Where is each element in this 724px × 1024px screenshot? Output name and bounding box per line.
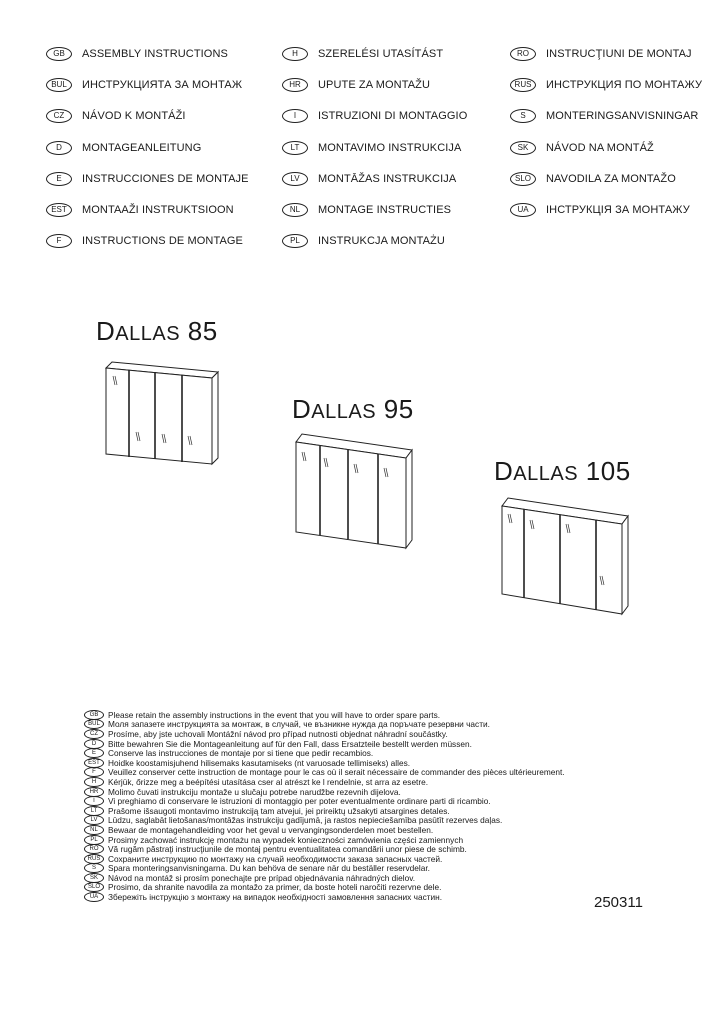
note-row: [84, 825, 684, 835]
note-text: Veuillez conserver cette instruction de montage pour le cas où il serait nécessaire de commander des pièces ultérieurement.: [108, 767, 565, 778]
language-code-badge: I: [282, 109, 308, 123]
note-text: Vă rugăm păstraţi instrucţiunile de montaj pentru eventualitatea comandării unor piese de schimb.: [108, 844, 467, 855]
language-code-badge: CZ: [84, 729, 104, 739]
note-row: [84, 806, 684, 816]
note-row: [84, 873, 684, 883]
note-text: Molimo čuvati instrukciju montaže u slučaju potrebe narudžbe rezevnih dijelova.: [108, 786, 401, 797]
note-row: [84, 835, 684, 845]
document-code: 250311: [594, 894, 643, 911]
language-item: [282, 132, 467, 163]
language-code-badge: F: [46, 234, 72, 248]
note-text: Vi preghiamo di conservare le istruzioni di montaggio per poter eventualmente ordinare parti di ricambio.: [108, 796, 491, 807]
language-title: MONTAGEANLEITUNG: [82, 141, 202, 154]
language-code-badge: PL: [282, 234, 308, 248]
language-item: [282, 226, 467, 257]
language-code-badge: LV: [84, 815, 104, 825]
note-row: [84, 739, 684, 749]
language-code-badge: E: [84, 748, 104, 758]
language-title: ASSEMBLY INSTRUCTIONS: [82, 47, 228, 60]
language-code-badge: LT: [282, 141, 308, 155]
language-code-badge: LT: [84, 806, 104, 816]
language-code-badge: UA: [84, 892, 104, 902]
note-text: Návod na montáž si prosím ponechajte pre prípad objednávania náhradných dielov.: [108, 872, 416, 883]
language-title: NAVODILA ZA MONTAŽO: [546, 172, 676, 185]
model-title-dallas-95: DALLAS 95: [292, 394, 414, 424]
language-item: [46, 163, 249, 194]
note-text: Bitte bewahren Sie die Montageanleitung auf für den Fall, dass Ersatzteile bestellt werden müssen.: [108, 738, 472, 749]
language-item: [282, 38, 467, 69]
language-item: [46, 69, 249, 100]
language-code-badge: EST: [84, 758, 104, 768]
note-text: Kérjük, őrizze meg a beépítési utasítása cser al atrészt ke l rendelnie, st arra az esetre.: [108, 776, 429, 787]
language-title: ISTRUZIONI DI MONTAGGIO: [318, 110, 468, 123]
language-code-badge: GB: [84, 710, 104, 720]
language-item: [46, 38, 249, 69]
language-code-badge: HR: [282, 78, 308, 92]
language-item: [46, 194, 249, 225]
note-text: Prosíme, aby jste uchovali Montážní návod pro případ nutnosti objednat náhradní součástky.: [108, 728, 448, 739]
language-item: [510, 101, 702, 132]
language-item: [510, 132, 702, 163]
language-code-badge: SK: [510, 141, 536, 155]
language-code-badge: SLO: [84, 882, 104, 892]
note-row: [84, 854, 684, 864]
language-code-badge: NL: [84, 825, 104, 835]
language-code-badge: E: [46, 172, 72, 186]
language-code-badge: UA: [510, 203, 536, 217]
language-column-1: [46, 38, 249, 257]
note-row: [84, 720, 684, 730]
language-title: INSTRUCCIONES DE MONTAJE: [82, 172, 249, 185]
note-text: Spara monteringsanvisningarna. Du kan behöva de senare när du beställer reservdelar.: [108, 863, 430, 874]
note-text: Збережіть інструкцію з монтажу на випадок необхідності замовлення запасних частин.: [108, 892, 443, 903]
retention-notes: [84, 710, 684, 902]
language-item: [510, 69, 702, 100]
language-title: SZERELÉSI UTASÍTÁST: [318, 47, 444, 60]
language-code-badge: I: [84, 796, 104, 806]
language-code-badge: LV: [282, 172, 308, 186]
language-item: [510, 194, 702, 225]
language-title: MONTAGE INSTRUCTIES: [318, 204, 452, 217]
language-item: [282, 69, 467, 100]
language-item: [46, 101, 249, 132]
note-row: [84, 748, 684, 758]
language-column-3: [510, 38, 702, 226]
note-row: [84, 729, 684, 739]
language-title: MONTAVIMO INSTRUKCIJA: [318, 141, 462, 154]
language-code-badge: HR: [84, 787, 104, 797]
language-code-badge: D: [46, 141, 72, 155]
language-code-badge: S: [510, 109, 536, 123]
language-title: ІНСТРУКЦІЯ ЗА МОНТАЖУ: [546, 204, 690, 217]
language-column-2: [282, 38, 467, 257]
language-code-badge: EST: [46, 203, 72, 217]
note-text: Conserve las instrucciones de montaje por si tiene que pedir recambios.: [108, 748, 374, 759]
language-code-badge: GB: [46, 47, 72, 61]
note-row: [84, 864, 684, 874]
language-code-badge: BUL: [46, 78, 72, 92]
note-row: [84, 768, 684, 778]
note-row: [84, 787, 684, 797]
note-row: [84, 816, 684, 826]
note-text: Моля запазете инструкцията за монтаж, в случай, че възникне нужда да поръчате резервни части.: [108, 719, 490, 730]
language-item: [282, 101, 467, 132]
note-text: Lūdzu, saglabāt lietošanas/montāžas instrukciju gadījumā, ja rastos nepieciešamība pasūtīt rezerves daļas.: [108, 815, 503, 826]
note-text: Prašome išsaugoti montavimo instrukciją tam atvejui, jei prireiktų užsakyti atsargines detales.: [108, 805, 450, 816]
note-row: [84, 758, 684, 768]
note-row: [84, 710, 684, 720]
mirror-cabinet-95-illustration: [290, 430, 418, 550]
language-code-badge: BUL: [84, 719, 104, 729]
language-code-badge: RO: [510, 47, 536, 61]
language-code-badge: H: [84, 777, 104, 787]
language-code-badge: PL: [84, 835, 104, 845]
language-code-badge: RUS: [510, 78, 536, 92]
language-item: [46, 226, 249, 257]
note-text: Prosimy zachować instrukcję montażu na wypadek konieczności zamówienia części zamiennych: [108, 834, 464, 845]
language-title: MONTERINGSANVISNINGAR: [546, 110, 699, 123]
language-item: [282, 163, 467, 194]
language-code-badge: SK: [84, 873, 104, 883]
language-title: MONTĀŽAS INSTRUKCIJA: [318, 172, 457, 185]
note-row: [84, 796, 684, 806]
language-code-badge: NL: [282, 203, 308, 217]
language-item: [46, 132, 249, 163]
language-item: [510, 163, 702, 194]
mirror-cabinet-105-illustration: [496, 496, 634, 618]
mirror-cabinet-85-illustration: [100, 360, 224, 468]
note-text: Hoidke koostamisjuhend hilisemaks kasutamiseks (nt varuosade tellimiseks) alles.: [108, 757, 411, 768]
language-title: NÁVOD K MONTÁŽI: [82, 110, 186, 123]
language-code-badge: SLO: [510, 172, 536, 186]
language-title: NÁVOD NA MONTÁŽ: [546, 141, 654, 154]
language-title: MONTAAŽI INSTRUKTSIOON: [82, 204, 234, 217]
note-row: [84, 777, 684, 787]
language-code-badge: S: [84, 863, 104, 873]
model-title-dallas-85: DALLAS 85: [96, 316, 218, 346]
language-item: [282, 194, 467, 225]
language-code-badge: CZ: [46, 109, 72, 123]
note-text: Please retain the assembly instructions in the event that you will have to order spare parts.: [108, 709, 441, 720]
language-code-badge: H: [282, 47, 308, 61]
language-title: INSTRUCŢIUNI DE MONTAJ: [546, 47, 692, 60]
note-text: Bewaar de montagehandleiding voor het geval u vervangingsonderdelen moet bestellen.: [108, 824, 434, 835]
language-title: ИНСТРУКЦИЯТА ЗА МОНТАЖ: [82, 78, 243, 91]
language-code-badge: RO: [84, 844, 104, 854]
note-row: [84, 844, 684, 854]
model-title-dallas-105: DALLAS 105: [494, 456, 631, 486]
language-title: ИНСТРУКЦИЯ ПО МОНТАЖУ: [546, 78, 703, 91]
language-code-badge: D: [84, 739, 104, 749]
language-code-badge: RUS: [84, 854, 104, 864]
language-title: INSTRUCTIONS DE MONTAGE: [82, 235, 243, 248]
note-row: [84, 883, 684, 893]
language-title: UPUTE ZA MONTAŽU: [318, 78, 431, 91]
language-code-badge: F: [84, 767, 104, 777]
note-text: Prosimo, da shranite navodila za montažo za primer, da boste hoteli naročiti rezervne dele.: [108, 882, 442, 893]
language-item: [510, 38, 702, 69]
language-title: INSTRUKCJA MONTAŻU: [318, 235, 445, 248]
note-text: Сохраните инструкцию по монтажу на случай необходимости заказа запасных частей.: [108, 853, 443, 864]
